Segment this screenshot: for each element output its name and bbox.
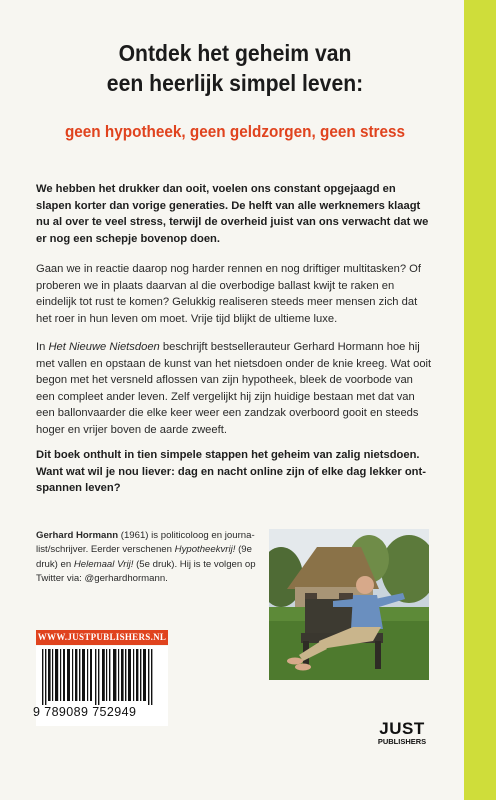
bio-text-2: (9e druk) en [36,544,252,570]
bio-text-3: (5e druk). Hij is te volgen op Twitter via: @gerhardhormann. [36,558,256,585]
body-paragraph-3 [36,339,432,439]
logo-subtext: PUBLISHERS [377,737,427,746]
closing-paragraph: Dit boek onthult in tien simpele stappen het geheim van zalig nietsdoen. Want wat wil je nou liever: dag en nacht online zijn of elke dag lekker ont-spannen leven? [36,449,426,495]
publisher-logo [372,720,432,746]
website-banner: WWW.JUSTPUBLISHERS.NL [36,630,168,645]
author-photo [269,529,429,680]
isbn-number: 9 789089 752949 [33,705,137,719]
p3-text: beschrijft bestsellerauteur Gerhard Hormann hoe hij met vallen en opstaan de kunst van het nietsdoen onder de knie kreeg. Wat ooit begon met het versneld aflossen van zijn hypotheek, bleek de voorbode van een compleet ander leven. Zelf vergelijkt hij zijn huidige bestaan met dat van een ballonvaarder die elke keer weer een zandzak overboord gooit en steeds hoger en vrijer boven de aarde zweeft. [36,341,432,436]
headline-line-1: Ontdek het geheim van [118,40,352,66]
p3-prefix: In [36,341,49,353]
earlier-book-1: Hypotheekvrij! [174,544,236,556]
earlier-book-2: Helemaal Vrij! [73,558,134,570]
author-name: Gerhard Hormann [36,530,119,541]
bio-text-1: (1961) is politicoloog en journa-list/schrijver. Eerder verschenen [36,530,255,556]
book-title: Het Nieuwe Nietsdoen [48,341,160,353]
subtitle: geen hypotheek, geen geldzorgen, geen stress [64,122,406,141]
barcode-bars [36,649,168,705]
author-bio [36,529,260,587]
spine-strip [464,0,496,800]
headline-line-2: een heerlijk simpel leven: [106,70,364,96]
body-paragraph-2: Gaan we in reactie daarop nog harder rennen en nog driftiger multitasken? Of proberen we in plaats daarvan al die overbodige ballast kwijt te raken en eindelijk tot rust te komen? Gelukkig realiseren steeds meer mensen zich dat het roer in hun leven om moet. Vrije tijd blijkt de ultieme luxe. [36,263,421,325]
logo-word: JUST [379,719,425,738]
intro-paragraph: We hebben het drukker dan ooit, voelen ons constant opgejaagd en slapen korter dan vorige generaties. De helft van alle werknemers klaagt nu al over te veel stress, terwijl de overheid juist van ons verwacht dat we er nog een schepje bovenop doen. [36,183,429,245]
